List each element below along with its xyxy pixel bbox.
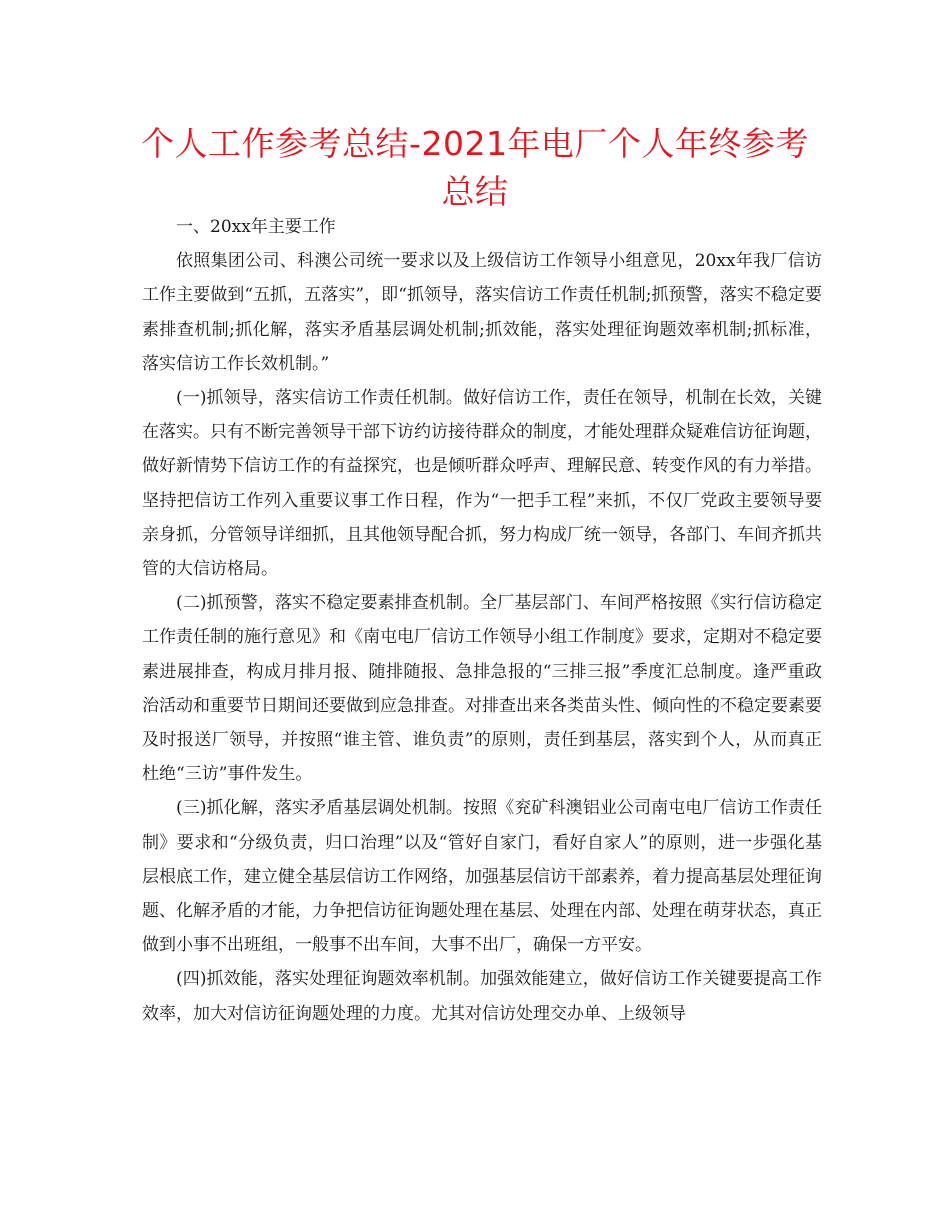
document-title: 个人工作参考总结-2021年电厂个人年终参考总结 bbox=[141, 124, 809, 211]
paragraph-early-warning: (二)抓预警，落实不稳定要素排查机制。全厂基层部门、车间严格按照《实行信访稳定工作责任制的施行意见》和《南屯电厂信访工作领导小组工作制度》要求，定期对不稳定要素进展排查，构成月排月报、随排随报、急排急报的“三排三报”季度汇总制度。逢严重政治活动和重要节日期间还要做到应急排查。对排查出来各类苗头性、倾向性的不稳定要素要及时报送厂领导，并按照“谁主管、谁负责”的原则，责任到基层，落实到个人，从而真正杜绝“三访”事件发生。 bbox=[142, 593, 822, 785]
paragraph-resolution: (三)抓化解，落实矛盾基层调处机制。按照《兖矿科澳铝业公司南屯电厂信访工作责任制》要求和“分级负责，归口治理”以及“管好自家门，看好自家人”的原则，进一步强化基层根底工作，建立健全基层信访工作网络，加强基层信访干部素养，着力提高基层处理征询题、化解矛盾的才能，力争把信访征询题处理在基层、处理在内部、处理在萌芽状态，真正做到小事不出班组，一般事不出车间，大事不出厂，确保一方平安。 bbox=[142, 798, 822, 956]
paragraph-intro: 依照集团公司、科澳公司统一要求以及上级信访工作领导小组意见，20xx年我厂信访工作主要做到“五抓，五落实”，即“抓领导，落实信访工作责任机制;抓预警，落实不稳定要素排查机制;抓化解，落实矛盾基层调处机制;抓效能，落实处理征询题效率机制;抓标准，落实信访工作长效机制。” bbox=[142, 251, 822, 374]
paragraph-efficiency: (四)抓效能，落实处理征询题效率机制。加强效能建立，做好信访工作关键要提高工作效率，加大对信访征询题处理的力度。尤其对信访处理交办单、上级领导 bbox=[142, 969, 822, 1024]
paragraph-leadership: (一)抓领导，落实信访工作责任机制。做好信访工作，责任在领导，机制在长效，关键在落实。只有不断完善领导干部下访约访接待群众的制度，才能处理群众疑难信访征询题，做好新情势下信访工作的有益探究，也是倾听群众呼声、理解民意、转变作风的有力举措。坚持把信访工作列入重要议事工作日程，作为“一把手工程”来抓，不仅厂党政主要领导要亲身抓，分管领导详细抓，且其他领导配合抓，努力构成厂统一领导，各部门、车间齐抓共管的大信访格局。 bbox=[142, 388, 822, 580]
section-heading: 一、20xx年主要工作 bbox=[176, 217, 336, 237]
document-body bbox=[142, 210, 822, 1031]
